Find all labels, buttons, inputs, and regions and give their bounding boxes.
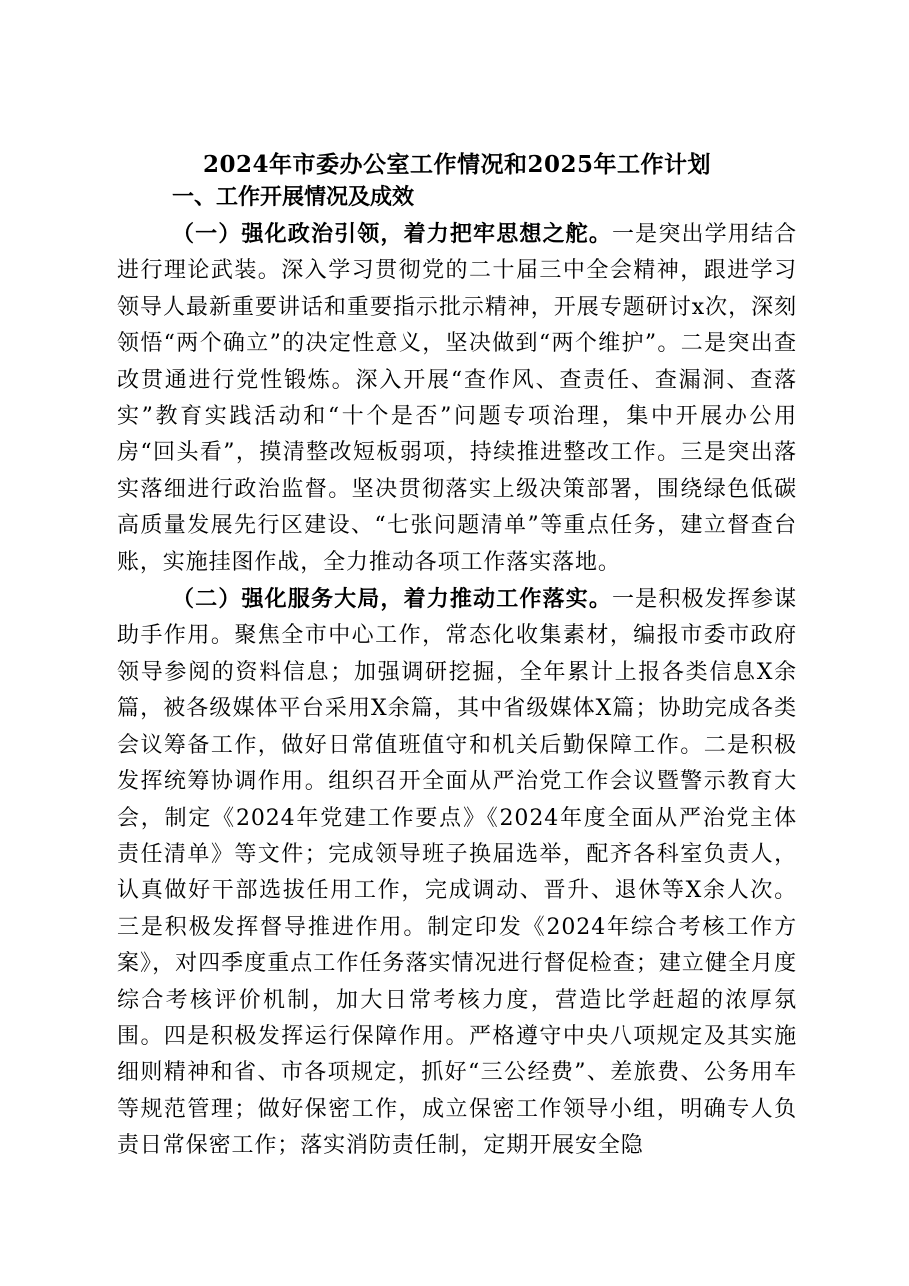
paragraph-body: 一是积极发挥参谋助手作用。聚焦全市中心工作，常态化收集素材，编报市委市政府领导参阅的资料信息；加强调研挖掘，全年累计上报各类信息X余篇，被各级媒体平台采用X余篇，其中省级媒体X篇；协助完成各类会议筹备工作，做好日常值班值守和机关后勤保障工作。二是积极发挥统筹协调作用。组织召开全面从严治党工作会议暨警示教育大会，制定《2024年党建工作要点》《2024年度全面从严治党主体责任清单》等文件；完成领导班子换届选举，配齐各科室负责人，认真做好干部选拔任用工作，完成调动、晋升、退休等X余人次。三是积极发挥督导推进作用。制定印发《2024年综合考核工作方案》，对四季度重点工作任务落实情况进行督促检查；建立健全月度综合考核评价机制，加大日常考核力度，营造比学赶超的浓厚氛围。四是积极发挥运行保障作用。严格遵守中央八项规定及其实施细则精神和省、市各项规定，抓好“三公经费”、差旅费、公务用车等规范管理；做好保密工作，成立保密工作领导小组，明确专人负责日常保密工作；落实消防责任制，定期开展安全隐 [117,587,798,1159]
document-title: 2024年市委办公室工作情况和2025年工作计划 [202,151,712,178]
paragraph-body: 一是突出学用结合进行理论武装。深入学习贯彻党的二十届三中全会精神，跟进学习领导人最新重要讲话和重要指示批示精神，开展专题研讨x次，深刻领悟“两个确立”的决定性意义，坚决做到“两个维护”。二是突出查改贯通进行党性锻炼。深入开展“查作风、查责任、查漏洞、查落实”教育实践活动和“十个是否”问题专项治理，集中开展办公用房“回头看”，摸清整改短板弱项，持续推进整改工作。三是突出落实落细进行政治监督。坚决贯彻落实上级决策部署，围绕绿色低碳高质量发展先行区建设、“七张问题清单”等重点任务，建立督查台账，实施挂图作战，全力推动各项工作落实落地。 [117,222,798,575]
paragraph-political-guidance [117,216,797,581]
paragraph-lead: （一）强化政治引领，着力把牢思想之舵。 [172,221,612,247]
section-heading: 一、工作开展情况及成效 [172,185,415,210]
paragraph-serving-overall [117,581,797,1165]
paragraph-lead: （二）强化服务大局，着力推动工作落实。 [172,586,612,613]
